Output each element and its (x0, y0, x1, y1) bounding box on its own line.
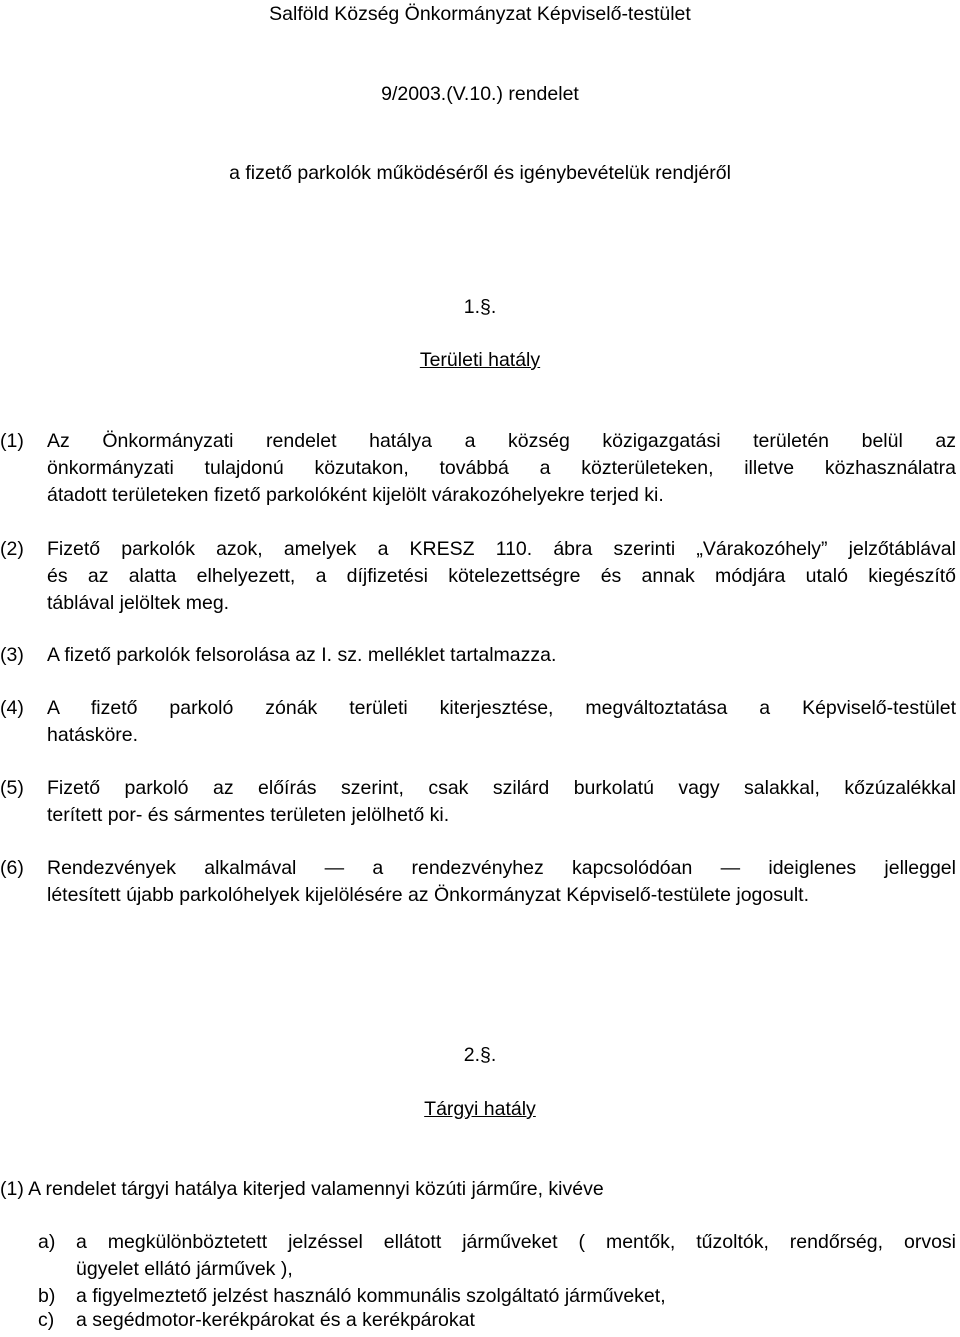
paragraph-line: Az Önkormányzati rendelet hatálya a község közigazgatási területén belül az (47, 430, 956, 452)
list-item-label: c) (38, 1309, 55, 1331)
paragraph-line: létesített újabb parkolóhelyek kijelölésére az Önkormányzat Képviselő-testülete jogosult. (47, 884, 809, 906)
paragraph-line: A fizető parkoló zónák területi kiterjesztése, megváltoztatása a Képviselő-testület (47, 697, 956, 719)
decree-number: 9/2003.(V.10.) rendelet (381, 83, 579, 105)
council-name: Salföld Község Önkormányzat Képviselő-testület (269, 3, 691, 25)
list-item-line: a figyelmeztető jelzést használó kommunális szolgáltató járműveket, (76, 1285, 666, 1307)
section-2-title-text: Tárgyi hatály (424, 1098, 536, 1120)
paragraph-line: hatásköre. (47, 724, 139, 746)
decree-title: a fizető parkolók működéséről és igénybevételük rendjéről (229, 162, 731, 184)
list-item-line: a segédmotor-kerékpárokat és a kerékpárokat (76, 1309, 475, 1331)
paragraph-line: A fizető parkolók felsorolása az I. sz. melléklet tartalmazza. (47, 644, 557, 666)
paragraph-number: (5) (0, 777, 24, 799)
paragraph-number: (6) (0, 857, 24, 879)
section-1-title (0, 347, 960, 374)
paragraph-line: Fizető parkolók azok, amelyek a KRESZ 110. ábra szerinti „Várakozóhely” jelzőtáblával (47, 538, 956, 560)
paragraph-line: Fizető parkoló az előírás szerint, csak szilárd burkolatú vagy salakkal, kőzúzalékkal (47, 777, 956, 799)
paragraph-line: Rendezvények alkalmával — a rendezvényhez kapcsolódóan — ideiglenes jelleggel (47, 857, 956, 879)
paragraph-line: terített por- és sármentes területen jelölhető ki. (47, 804, 450, 826)
list-item-label: a) (38, 1231, 56, 1253)
section-1-title-text: Területi hatály (419, 349, 541, 371)
paragraph-number: (4) (0, 697, 24, 719)
section-2-number: 2.§. (463, 1044, 497, 1066)
paragraph-line: és az alatta elhelyezett, a díjfizetési kötelezettségre és annak módjára utaló kiegészítő (47, 565, 956, 587)
paragraph-number: (2) (0, 538, 24, 560)
list-item-line: a megkülönböztetett jelzéssel ellátott járműveket ( mentők, tűzoltók, rendőrség, orvosi (76, 1231, 956, 1253)
paragraph-number: (1) (0, 430, 24, 452)
section-1-number: 1.§. (463, 296, 497, 318)
paragraph-line: átadott területeken fizető parkolóként kijelölt várakozóhelyekre terjed ki. (47, 484, 664, 506)
section-2-title (0, 1096, 960, 1123)
list-item-line: ügyelet ellátó járművek ), (76, 1258, 293, 1280)
list-item-label: b) (38, 1285, 56, 1307)
paragraph-line: táblával jelöltek meg. (47, 592, 230, 614)
paragraph-line: önkormányzati tulajdonú közutakon, továbbá a közterületeken, illetve közhasználatra (47, 457, 956, 479)
paragraph-number: (3) (0, 644, 24, 666)
section-2-paragraph-1: (1) A rendelet tárgyi hatálya kiterjed valamennyi közúti járműre, kivéve (0, 1178, 604, 1200)
